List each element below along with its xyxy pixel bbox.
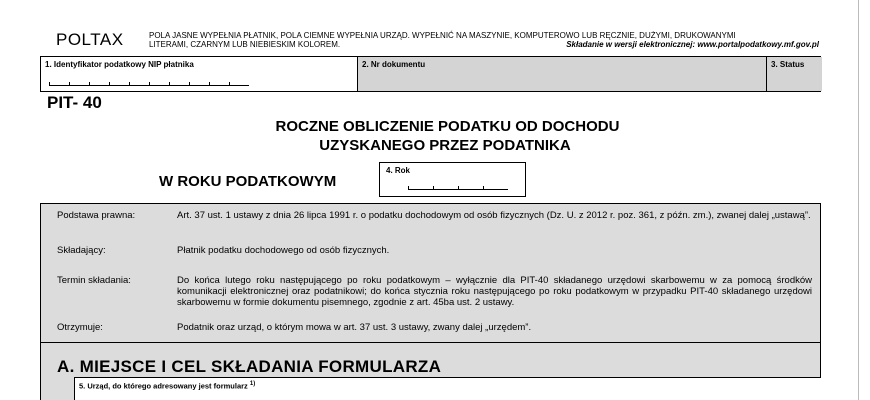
deadline-text: Do końca lutego roku następującego po roku podatkowym – wyłącznie dla PIT-40 składanego urzędowi skarbowemu w za pomocą środków komunikacji elektronicznej oraz podatnikowi; do końca stycznia roku następującego po roku podatkowym w przypadku PIT-40 składanego urzędowi skarbowemu w formie dokumentu pisemnego, zgodnie z art. 45ba ust. 2 ustawy.	[177, 275, 812, 308]
nip-digit-guides	[49, 82, 249, 86]
nip-field-label: 1. Identyfikator podatkowy NIP płatnika	[45, 60, 194, 69]
instruction-line-2: LITERAMI, CZARNYM LUB NIEBIESKIM KOLOREM.	[149, 40, 341, 49]
filer-text: Płatnik podatku dochodowego od osób fizycznych.	[177, 245, 390, 256]
form-info-box	[40, 203, 821, 343]
tax-office-label: 5. Urząd, do którego adresowany jest formularz	[79, 381, 248, 391]
instruction-line-1: POLA JASNE WYPEŁNIA PŁATNIK, POLA CIEMNE WYPEŁNIA URZĄD. WYPEŁNIĆ NA MASZYNIE, KOMPUTEROWO LUB RĘCZNIE, DUŻYMI, DRUKOWANYMI	[149, 31, 736, 40]
form-title-line-3: W ROKU PODATKOWYM	[159, 173, 337, 190]
header-fields-row	[40, 56, 821, 92]
legal-basis-text: Art. 37 ust. 1 ustawy z dnia 26 lipca 1991 r. o podatku dochodowym od osób fizycznych (Dz. U. z 2012 r. poz. 361, z późn. zm.), zwanej dalej „ustawą”.	[177, 210, 811, 221]
nip-field[interactable]	[41, 57, 358, 91]
document-number-label: 2. Nr dokumentu	[362, 60, 426, 69]
recipient-label: Otrzymuje:	[57, 322, 103, 333]
document-number-field	[358, 57, 767, 91]
year-digit-guides	[408, 186, 508, 190]
year-field[interactable]	[379, 162, 526, 197]
form-title-line-1: ROCZNE OBLICZENIE PODATKU OD DOCHODU	[275, 118, 620, 135]
recipient-text: Podatnik oraz urząd, o którym mowa w art. 37 ust. 3 ustawy, zwany dalej „urzędem”.	[177, 322, 532, 333]
fill-instructions	[149, 31, 819, 49]
recipient-row	[41, 322, 820, 333]
page-edge-divider	[858, 0, 870, 400]
form-title-line-2: UZYSKANEGO PRZEZ PODATNIKA	[319, 137, 571, 154]
deadline-row	[41, 275, 820, 308]
deadline-label: Termin składania:	[57, 275, 131, 286]
filer-row	[41, 245, 820, 256]
footnote-marker: 1)	[249, 381, 256, 387]
poltax-logo: POLTAX	[56, 30, 124, 49]
filer-label: Składający:	[57, 245, 106, 256]
year-field-label: 4. Rok	[386, 166, 411, 175]
legal-basis-label: Podstawa prawna:	[57, 210, 136, 221]
form-code: PIT- 40	[47, 93, 102, 112]
status-field	[767, 57, 822, 91]
electronic-version-note: Składanie w wersji elektronicznej: www.portalpodatkowy.mf.gov.pl	[566, 40, 819, 49]
legal-basis-row	[41, 210, 820, 221]
section-a-title: A. MIEJSCE I CEL SKŁADANIA FORMULARZA	[57, 357, 442, 376]
status-label: 3. Status	[771, 60, 805, 69]
tax-office-field[interactable]	[74, 377, 821, 400]
